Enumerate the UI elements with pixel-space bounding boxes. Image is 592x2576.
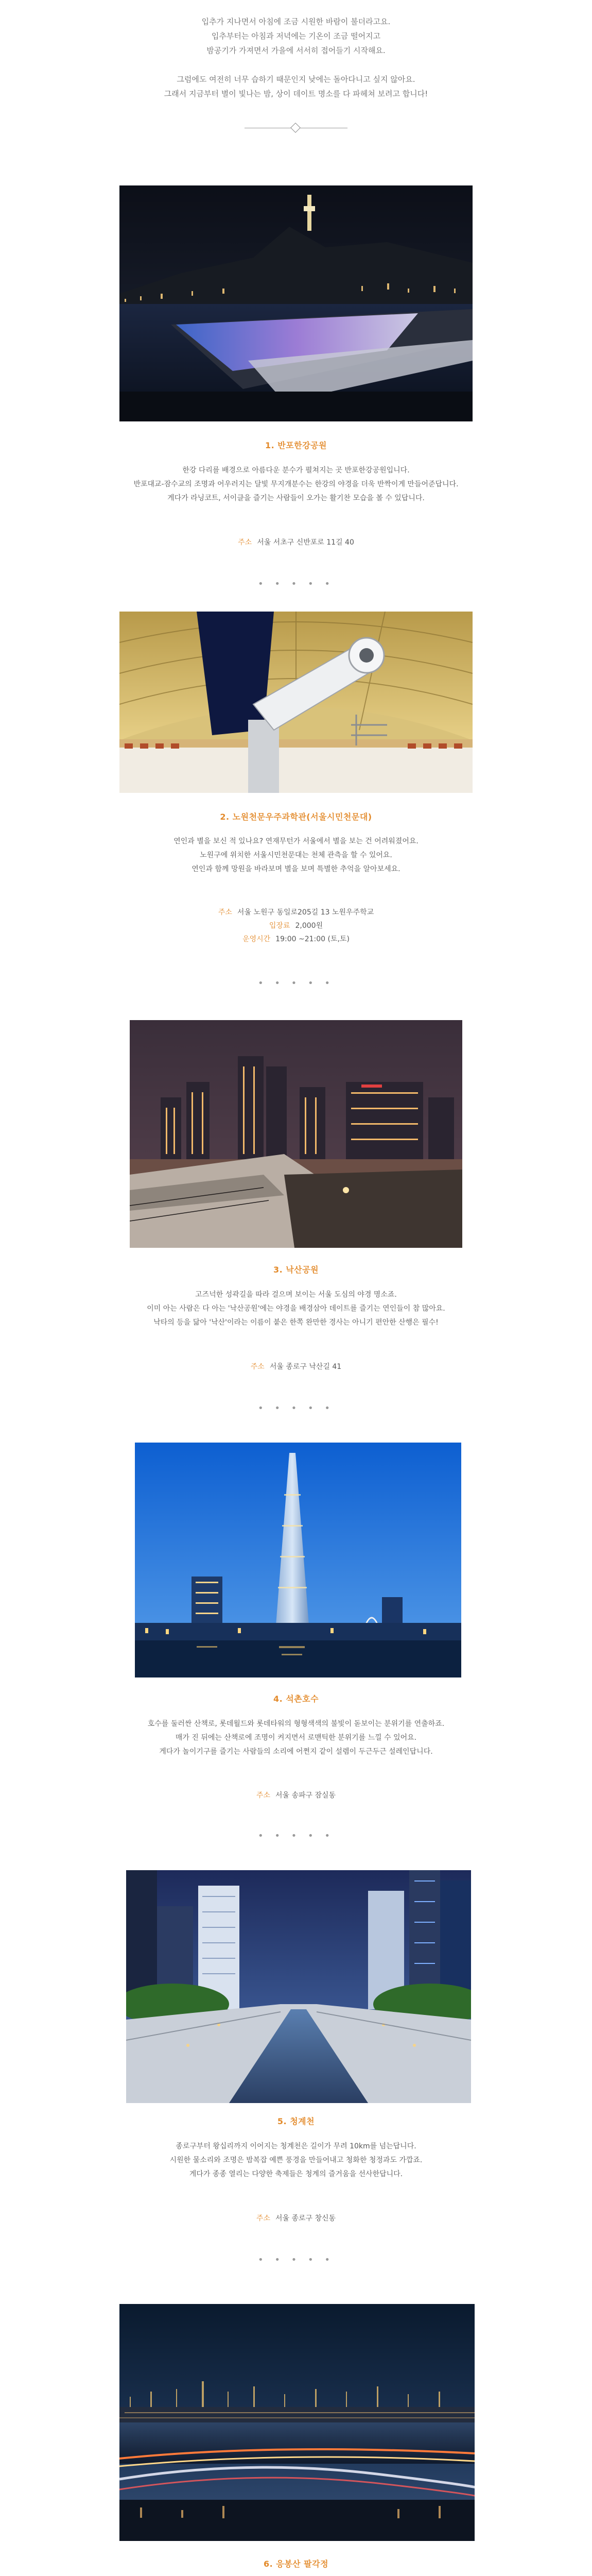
info-key: 입장료 <box>269 922 290 930</box>
place-title: 2. 노원천문우주과학관(서울시민천문대) <box>220 812 372 822</box>
description-line: 반포대교-잠수교의 조명과 어우러지는 달빛 무지개분수는 한강의 야경을 더욱 반짝이게 만들어준답니다. <box>133 480 459 488</box>
place-description <box>0 835 592 876</box>
place-description <box>0 464 592 505</box>
info-row <box>0 919 592 933</box>
photo-banpo-bridge <box>119 185 473 421</box>
intro-line: 그래서 지금부터 별이 빛나는 밤, 상이 데이트 명소를 다 파헤쳐 보려고 합니다! <box>164 89 428 98</box>
separator-dots: • • • • • <box>258 579 334 589</box>
intro-line: 입추부터는 아침과 저녁에는 기온이 조금 떨어지고 <box>211 31 381 41</box>
info-value: 서울 종로구 낙산길 41 <box>269 1363 342 1371</box>
photo-observatory <box>119 612 473 793</box>
place-title: 3. 낙산공원 <box>273 1265 319 1275</box>
place-info <box>0 1360 592 1374</box>
info-value: 서울 송파구 잠실동 <box>275 1791 336 1800</box>
intro-line: 그럼에도 여전히 너무 습하기 때문인지 낮에는 돌아다니고 싶지 않아요. <box>177 75 415 84</box>
info-key: 주소 <box>250 1363 265 1371</box>
description-line: 노원구에 위치한 서울시민천문대는 천체 관측을 할 수 있어요. <box>200 851 392 859</box>
place-title: 5. 청계천 <box>277 2116 315 2126</box>
intro-line: 입추가 지나면서 아침에 조금 시원한 바람이 불더라고요. <box>201 17 391 26</box>
place-info <box>0 906 592 946</box>
info-row <box>0 906 592 919</box>
separator-dots: • • • • • <box>258 2255 334 2265</box>
info-row <box>0 536 592 549</box>
info-value: 서울 노원구 동일로205길 13 노원우주학교 <box>237 908 374 917</box>
intro <box>0 0 592 101</box>
description-line: 매가 진 뒤에는 산책로에 조명이 켜지면서 로맨틱한 분위기를 느낄 수 있어요. <box>175 1734 417 1742</box>
info-key: 주소 <box>256 1791 270 1800</box>
separator-dots: • • • • • <box>258 1403 334 1414</box>
info-row <box>0 1360 592 1374</box>
place-description <box>0 2140 592 2181</box>
separator-dots: • • • • • <box>258 978 334 989</box>
description-line: 게다가 라닝코트, 서이클을 즐기는 사람들이 오가는 활기찬 모습을 볼 수 있답니다. <box>167 494 425 502</box>
description-line: 게다가 놀이기구를 즐기는 사람들의 소리에 어쩐지 같이 설렘이 두근두근 설레인답니다. <box>159 1748 433 1756</box>
place-info <box>0 1789 592 1802</box>
diamond-icon <box>290 123 301 133</box>
photo-seokchon-lake <box>135 1443 461 1677</box>
description-line: 시원한 물소리와 조명은 밤복잡 예쁜 풍경을 만들어내고 청화한 청정과도 가깝죠. <box>169 2156 423 2164</box>
description-line: 호수를 둘러싼 산책로, 롯데월드와 롯데타워의 형형색색의 불빛이 돋보이는 분위기를 연출하죠. <box>147 1720 445 1728</box>
photo-cheonggyecheon <box>126 1870 471 2103</box>
place-info <box>0 536 592 549</box>
place-description <box>0 1288 592 1330</box>
description-line: 연인과 별을 보신 적 있나요? 연재무턴가 서울에서 별을 보는 건 어려워졌어요. <box>173 837 419 845</box>
divider <box>245 124 347 132</box>
place-title: 6. 응봉산 팔각정 <box>263 2559 329 2569</box>
description-line: 한강 다리를 배경으로 아름다운 분수가 펼쳐지는 곳 반포한강공원입니다. <box>182 466 410 474</box>
info-key: 운영시간 <box>242 935 271 943</box>
place-title: 1. 반포한강공원 <box>265 440 327 450</box>
description-line: 이미 아는 사람은 다 아는 '낙산공원'에는 야경을 배경삼아 데이트를 즐기는 연인들이 참 많아요. <box>147 1304 445 1313</box>
info-value: 2,000원 <box>295 922 323 930</box>
info-row <box>0 933 592 946</box>
info-key: 주소 <box>238 538 252 547</box>
info-row <box>0 2212 592 2225</box>
photo-naksan-park <box>130 1020 462 1248</box>
description-line: 고즈넉한 성곽길을 따라 걸으며 보이는 서울 도심의 야경 명소죠. <box>195 1291 397 1299</box>
info-row <box>0 1789 592 1802</box>
description-line: 게다가 종종 열리는 다양한 축제들은 청계의 즐거움을 선사한답니다. <box>189 2170 403 2178</box>
info-key: 주소 <box>256 2214 270 2223</box>
place-title: 4. 석촌호수 <box>273 1694 319 1704</box>
info-key: 주소 <box>218 908 232 917</box>
photo-eungbongsan <box>119 2304 475 2541</box>
info-value: 서울 종로구 창신동 <box>275 2214 336 2223</box>
info-value: 19:00 ~21:00 (토,토) <box>275 935 350 943</box>
info-value: 서울 서초구 신반포로 11길 40 <box>257 538 354 547</box>
place-info <box>0 2212 592 2225</box>
description-line: 종로구부터 왕십리까지 이어지는 청계천은 길이가 무려 10km를 넘는답니다. <box>176 2142 416 2150</box>
place-description <box>0 1717 592 1759</box>
separator-dots: • • • • • <box>258 1831 334 1841</box>
description-line: 연인과 함께 망원을 바라보며 별을 보며 특별한 추억을 알아보세요. <box>191 865 401 873</box>
intro-line: 밤공기가 가져면서 가을에 서서히 접어들기 시작해요. <box>206 46 386 55</box>
description-line: 낙타의 등을 닮아 '낙산'이라는 이름이 붙은 한쪽 완만한 경사는 아니기 편안한 산행은 필수! <box>153 1318 439 1327</box>
